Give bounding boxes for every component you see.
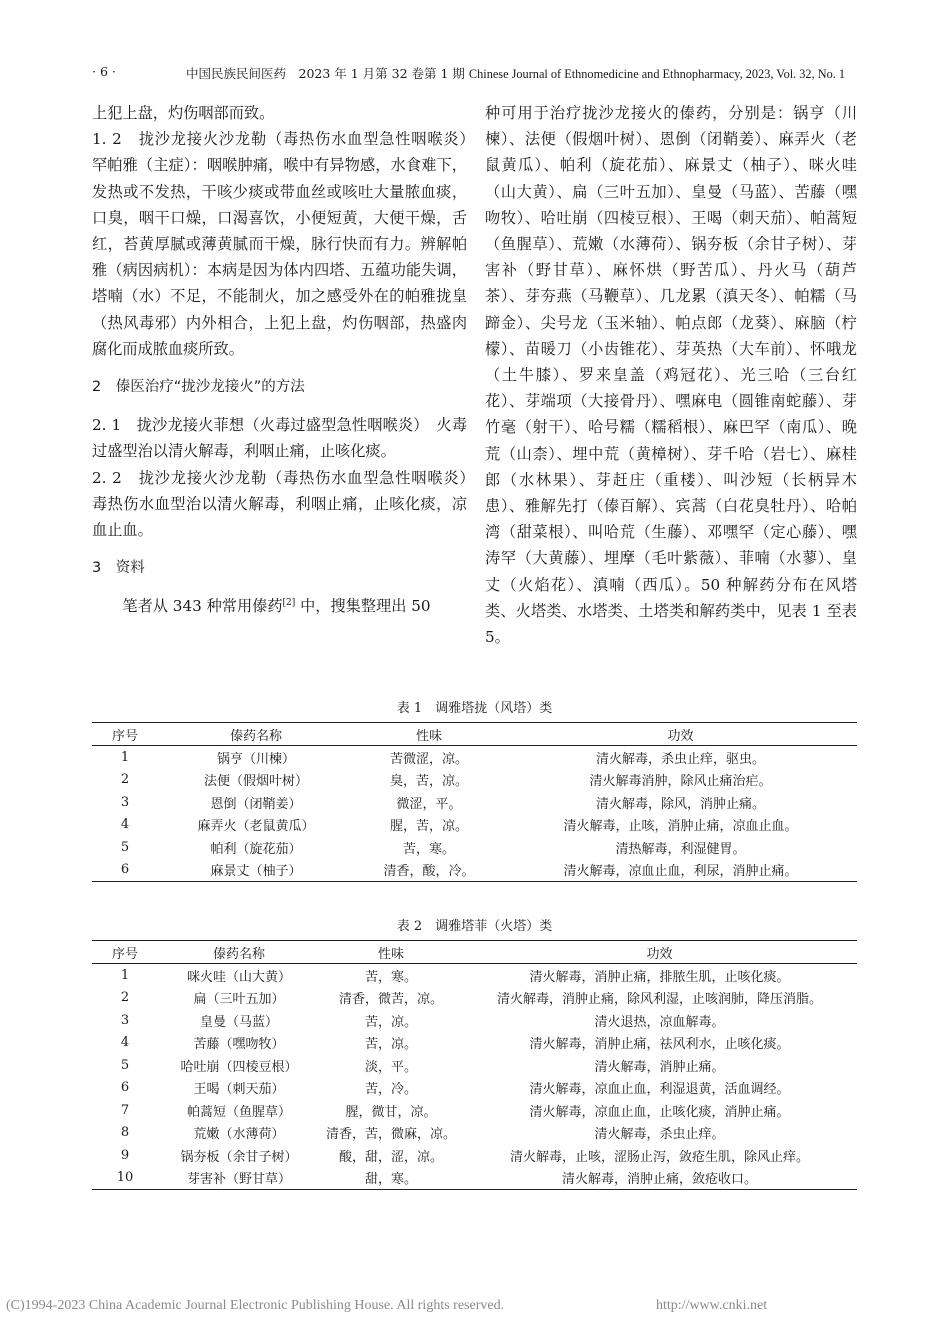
table-row <box>92 964 857 987</box>
table-1 <box>92 697 857 882</box>
cell: 9 <box>120 1147 130 1163</box>
cell: 清火解毒，杀虫止痒。 <box>594 1127 725 1143</box>
cell: 5 <box>120 839 130 855</box>
column-header: 傣药名称 <box>212 946 265 962</box>
table-row <box>92 1054 857 1077</box>
paragraph: 种可用于治疗拢沙龙接火的傣药，分别是：锅亨（川楝）、法便（假烟叶树）、恩倒（闭鞘姜）、麻弄火（老鼠黄瓜）、帕利（旋花茄）、麻景丈（柚子）、咪火哇（山大黄）、扁（三叶五加）、皇曼（马蓝）、苦藤（嘿吻牧）、哈吐崩（四棱豆根）、王喝（刺天茄）、帕蒿短（鱼腥草）、荒嫩（水薄荷）、锅夯板（余甘子树）、芽害补（野甘草）、麻怀烘（野苦瓜）、丹火马（葫芦茶）、芽夯燕（马鞭草）、几龙累（滇天冬）、帕糯（马蹄金）、尖号龙（玉米轴）、帕点郎（龙葵）、麻脑（柠檬）、苗暖刀（小齿锥花）、芽英热（大车前）、怀哦龙（土牛膝）、罗来皇盖（鸡冠花）、光三哈（三台红花）、芽端项（大接骨丹）、嘿麻电（圆锥南蛇藤）、芽竹毫（射干）、哈号糯（糯稻根）、麻巴罕（南瓜）、晚荒（山柰）、埋中荒（黄樟树）、芽千哈（岩七）、麻桂郎（水林果）、芽赶庄（重楼）、叫沙短（长柄异木患）、雅解先打（傣百解）、宾蒿（白花臭牡丹）、哈帕湾（甜菜根）、叫哈荒（生藤）、邓嘿罕（定心藤）、嘿涛罕（大黄藤）、埋摩（毛叶紫薇）、菲喃（水蓼）、皇丈（火焰花）、滇喃（西瓜）。50 种解药分布在风塔类、火塔类、水塔类、土塔类和解药类中，见表 1 至表 5。 <box>485 104 857 647</box>
cell: 咪火哇（山大黄） <box>186 969 291 985</box>
cell: 锅亨（川楝） <box>216 751 295 767</box>
cell: 清火解毒，消肿止痛，敛疮收口。 <box>561 1172 757 1188</box>
cell: 苦，寒。 <box>402 841 455 857</box>
table-row <box>92 836 857 859</box>
cell: 清火解毒，除风，消肿止痛。 <box>595 796 765 812</box>
paragraph: 笔者从 343 种常用傣药[2] 中，搜集整理出 50 <box>122 597 431 616</box>
cell: 麻弄火（老鼠黄瓜） <box>197 819 315 835</box>
cell: 王喝（刺天茄） <box>193 1082 285 1098</box>
cell: 甜，寒。 <box>364 1172 417 1188</box>
cell: 帕利（旋花茄） <box>210 841 302 857</box>
cell: 芽害补（野甘草） <box>186 1172 291 1188</box>
cell: 扁（三叶五加） <box>193 992 285 1008</box>
table-row <box>92 814 857 837</box>
cell: 清香，酸，冷。 <box>383 864 475 880</box>
column-header: 傣药名称 <box>229 728 282 744</box>
page-number: · 6 · <box>92 64 116 79</box>
citation-ref[interactable]: [2] <box>282 598 296 609</box>
cell: 清火解毒，消肿止痛，祛风利水，止咳化痰。 <box>529 1037 790 1053</box>
data-table <box>92 722 857 882</box>
column-header: 序号 <box>111 946 138 962</box>
cell: 苦藤（嘿吻牧） <box>193 1037 285 1053</box>
cell: 清火解毒，消肿止痛，排脓生肌，止咳化痰。 <box>529 969 790 985</box>
table-row <box>92 1077 857 1100</box>
cell: 苦，冷。 <box>364 1082 417 1098</box>
section-heading-2: 2 傣医治疗“拢沙龙接火”的方法 <box>92 379 305 396</box>
cell: 法便（假烟叶树） <box>203 774 308 790</box>
cell: 清火解毒消肿，除风止痛治疟。 <box>589 774 772 790</box>
column-header: 性味 <box>377 946 404 962</box>
cell: 清火退热，凉血解毒。 <box>594 1014 725 1030</box>
table-row <box>92 791 857 814</box>
cell: 淡，平。 <box>364 1059 417 1075</box>
table-row <box>92 1144 857 1167</box>
cell: 清火解毒，消肿止痛，除风利湿，止咳润肺，降压消脂。 <box>496 992 822 1008</box>
table-row <box>92 859 857 882</box>
cell: 腥，苦，凉。 <box>389 819 468 835</box>
table-row <box>92 746 857 769</box>
cell: 6 <box>120 862 130 878</box>
table-row <box>92 1122 857 1145</box>
cnki-link[interactable]: http://www.cnki.net <box>656 1298 768 1313</box>
cell: 4 <box>120 1035 130 1051</box>
cell: 清火解毒，凉血止血，利湿退黄，活血调经。 <box>529 1082 790 1098</box>
cell: 苦微涩，凉。 <box>389 751 468 767</box>
cell: 4 <box>120 817 130 833</box>
table-row <box>92 1009 857 1032</box>
running-header <box>92 64 862 86</box>
cell: 10 <box>116 1170 134 1186</box>
data-table <box>92 940 857 1190</box>
column-header: 功效 <box>667 728 694 744</box>
cell: 6 <box>120 1080 130 1096</box>
cell: 清香，微苦，凉。 <box>338 992 443 1008</box>
cell: 2 <box>120 772 130 788</box>
table-header-row <box>92 941 857 964</box>
table-header-row <box>92 723 857 746</box>
table-2 <box>92 915 857 1190</box>
cell: 皇曼（马蓝） <box>199 1014 278 1030</box>
cell: 清热解毒，利湿健胃。 <box>615 841 746 857</box>
cell: 腥，微甘，凉。 <box>345 1104 437 1120</box>
table-row <box>92 769 857 792</box>
journal-title-cn: 中国民族民间医药 2023 年 1 月第 32 卷第 1 期 <box>186 66 465 81</box>
table-row <box>92 987 857 1010</box>
cell: 5 <box>120 1057 130 1073</box>
table-caption: 表 2 调雅塔菲（火塔）类 <box>396 919 553 934</box>
cell: 麻景丈（柚子） <box>210 864 302 880</box>
cell: 3 <box>120 794 130 810</box>
cell: 8 <box>120 1125 130 1141</box>
table-row <box>92 1167 857 1190</box>
left-column <box>92 100 483 620</box>
table-row <box>92 1099 857 1122</box>
journal-info <box>186 64 845 82</box>
cell: 清火解毒，消肿止痛。 <box>594 1059 725 1075</box>
copyright-text: (C)1994-2023 China Academic Journal Electronic Publishing House. All rights reserved. <box>6 1298 505 1313</box>
cell: 苦，寒。 <box>364 969 417 985</box>
right-column <box>485 100 857 650</box>
copyright-footer <box>6 1298 796 1314</box>
cell: 清火解毒，止咳，消肿止痛，凉血止血。 <box>563 819 798 835</box>
paragraph: 1. 2 拢沙龙接火沙龙勒（毒热伤水血型急性咽喉炎） 罕帕雅（主症）：咽喉肿痛，喉中有异物感，水食难下，发热或不发热，干咳少痰或带血丝或咳吐大量脓血痰，口臭，咽干口燥，口渴喜饮，小便短黄，大便干燥，舌红，苔黄厚腻或薄黄腻而干燥，脉行快而有力。辨解帕雅（病因病机）：本病是因为体内四塔、五蕴功能失调，塔喃（水）不足，不能制火，加之感受外在的帕雅拢皇（热风毒邪）内外相合，上犯上盘，灼伤咽部，热盛肉腐化而成脓血痰所致。 <box>92 130 483 358</box>
section-heading-3: 3 资料 <box>92 560 145 577</box>
paragraph: 2. 2 拢沙龙接火沙龙勒（毒热伤水血型急性咽喉炎） 毒热伤水血型治以清火解毒，利咽止痛，止咳化痰，凉血止血。 <box>92 468 483 540</box>
cell: 2 <box>120 990 130 1006</box>
cell: 哈吐崩（四棱豆根） <box>180 1059 298 1075</box>
cell: 帕蒿短（鱼腥草） <box>186 1104 291 1120</box>
cell: 清火解毒，凉血止血，止咳化痰，消肿止痛。 <box>529 1104 790 1120</box>
journal-title-en: Chinese Journal of Ethnomedicine and Ethnopharmacy, 2023, Vol. 32, No. 1 <box>468 67 846 81</box>
column-header: 功效 <box>646 946 673 962</box>
cell: 1 <box>120 967 130 983</box>
cell: 苦，凉。 <box>364 1014 417 1030</box>
cell: 7 <box>120 1102 130 1118</box>
cell: 苦，凉。 <box>364 1037 417 1053</box>
cell: 锅夯板（余甘子树） <box>180 1149 298 1165</box>
cell: 1 <box>120 749 130 765</box>
paragraph: 上犯上盘，灼伤咽部而致。 <box>92 104 275 122</box>
cell: 恩倒（闭鞘姜） <box>210 796 302 812</box>
cell: 清火解毒，凉血止血，利尿，消肿止痛。 <box>563 864 798 880</box>
cell: 酸，甜，涩，凉。 <box>338 1149 443 1165</box>
paragraph: 2. 1 拢沙龙接火菲想（火毒过盛型急性咽喉炎） 火毒过盛型治以清火解毒，利咽止痛，止咳化痰。 <box>92 416 467 461</box>
column-header: 序号 <box>111 728 138 744</box>
table-caption: 表 1 调雅塔拢（风塔）类 <box>396 701 553 716</box>
cell: 清火解毒，止咳，涩肠止泻，敛疮生肌，除风止痒。 <box>509 1149 809 1165</box>
cell: 荒嫩（水薄荷） <box>193 1127 285 1143</box>
cell: 3 <box>120 1012 130 1028</box>
column-header: 性味 <box>415 728 442 744</box>
cell: 清香，苦，微麻，凉。 <box>325 1127 456 1143</box>
cell: 清火解毒，杀虫止痒，驱虫。 <box>595 751 765 767</box>
cell: 微涩，平。 <box>396 796 462 812</box>
cell: 臭，苦，凉。 <box>389 774 468 790</box>
table-row <box>92 1032 857 1055</box>
